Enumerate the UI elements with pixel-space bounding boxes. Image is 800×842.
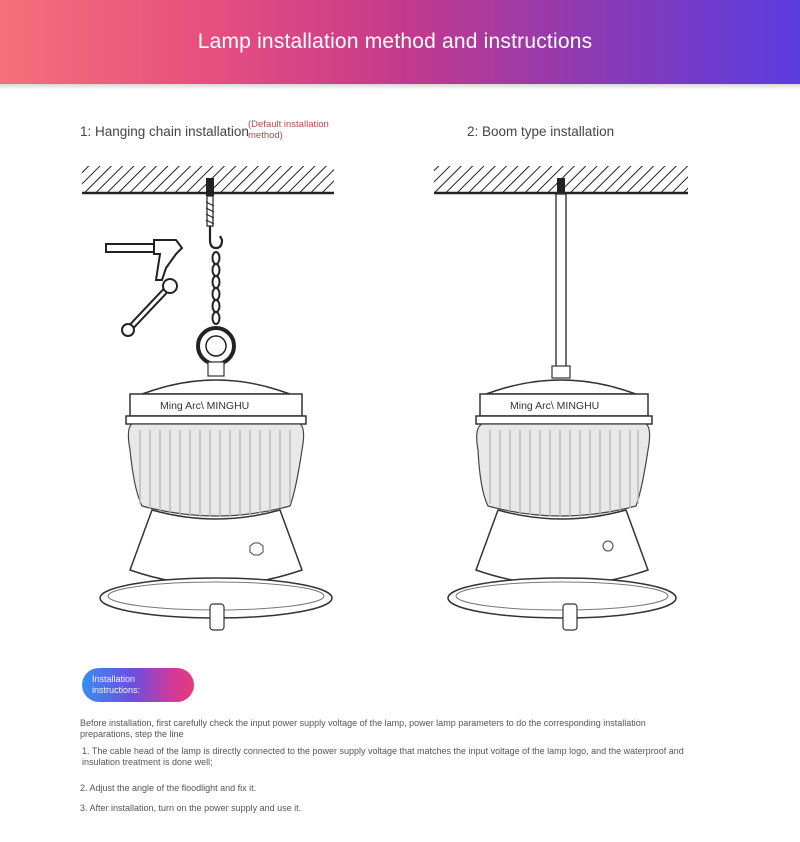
instructions-intro: Before installation, first carefully check the input power supply voltage of the lamp, power lamp parameters to do the corresponding installation preparations, step the line [80,718,646,739]
instruction-step-2: 2. Adjust the angle of the floodlight and fix it. [80,783,257,793]
eye-ring [198,328,234,376]
boom-type-label: 2: Boom type installation [467,124,615,139]
lamp-brand-right: Ming Arc\ MINGHU [510,400,600,412]
anchor-bolt [206,178,214,226]
high-bay-lamp [448,380,676,630]
rod-joint [552,366,570,378]
hanging-chain-label: 1: Hanging chain installation [80,124,249,139]
installation-instructions-badge [82,668,194,702]
chain [213,252,220,324]
banner-shadow [0,84,800,90]
default-method-note: (Default installation method) [248,119,329,141]
hook [210,226,222,248]
instruction-step-1: 1. The cable head of the lamp is directly connected to the power supply voltage that matches the input voltage of the lamp logo, and the waterproof and insulation treatment is done well; [82,746,684,767]
boom-rod [556,194,566,368]
tools-icon [106,240,182,336]
badge-label: Installation instructions: [92,674,141,695]
instruction-step-3: 3. After installation, turn on the power supply and use it. [80,803,302,813]
mount-bracket [557,178,565,194]
high-bay-lamp [100,380,332,630]
lamp-brand-left: Ming Arc\ MINGHU [160,400,250,412]
page-title: Lamp installation method and instructions [197,30,593,53]
